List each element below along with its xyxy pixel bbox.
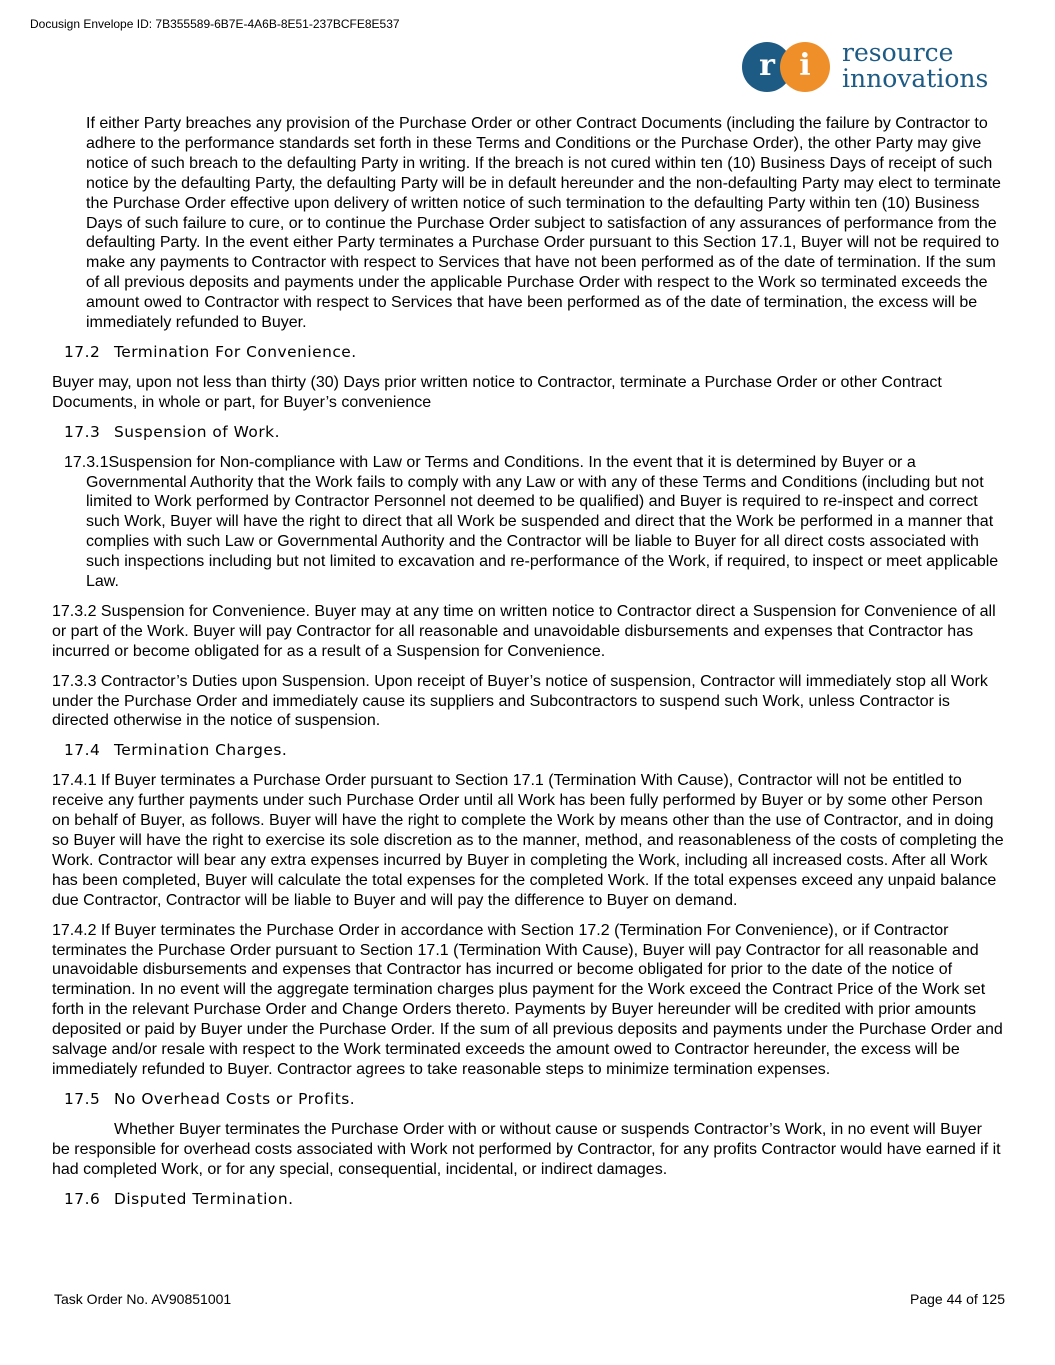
heading-17-3: [64, 423, 1004, 443]
paragraph-17-4-2: 17.4.2 If Buyer terminates the Purchase Order in accordance with Section 17.2 (Termination For Convenience), or if Contractor terminates the Purchase Order pursuant to Section 17.1 (Termination With Cause), Buyer will pay Contractor for all reasonable and unavoidable disbursements and expenses that Contractor has incurred or become obligated for prior to the date of the notice of termination. In no event will the aggregate termination charges plus payment for the Work exceed the Contract Price of the Work set forth in the relevant Purchase Order and Change Orders thereto. Payments by Buyer hereunder will be credited with prior amounts deposited or paid by Buyer under the Purchase Order. If the sum of all previous deposits and payments under the Purchase Order and salvage and/or resale with respect to the Work terminated exceeds the amount owed to Contractor hereunder, the excess will be immediately refunded to Buyer. Contractor agrees to take reasonable steps to minimize termination expenses.: [52, 921, 1003, 1078]
heading-number: 17.4: [64, 741, 101, 760]
heading-number: 17.6: [64, 1189, 101, 1208]
heading-title: Suspension of Work.: [114, 422, 280, 441]
paragraph-17-3-2: 17.3.2 Suspension for Convenience. Buyer may at any time on written notice to Contractor direct a Suspension for Convenience of all or part of the Work. Buyer will pay Contractor for all reasonable and unavoidable disbursements and expenses that Contractor has incurred or become obligated for as a result of a Suspension for Convenience.: [52, 602, 996, 660]
heading-title: Termination Charges.: [114, 741, 288, 760]
heading-17-6: [64, 1190, 1004, 1210]
logo-line-1: resource: [842, 38, 954, 67]
resource-innovations-logo: [742, 40, 1012, 96]
heading-17-5: [64, 1090, 1004, 1110]
heading-17-4: [64, 741, 1004, 761]
paragraph-17-1-breach: If either Party breaches any provision of the Purchase Order or other Contract Documents (including the failure by Contractor to adhere to the performance standards set forth in these Terms and Conditions or the Purchase Order), the other Party may give notice of such breach to the defaulting Party in writing. If the breach is not cured within ten (10) Business Days of receipt of such notice by the defaulting Party, the defaulting Party will be in default hereunder and the non-defaulting Party may elect to terminate the Purchase Order effective upon delivery of written notice of such termination to the defaulting Party within ten (10) Business Days of such failure to cure, or to continue the Purchase Order subject to satisfaction of any assurances of performance from the defaulting Party. In the event either Party terminates a Purchase Order pursuant to this Section 17.1, Buyer will not be required to make any payments to Contractor with respect to Services that have not been performed as of the date of termination. If the sum of all previous deposits and payments under the applicable Purchase Order with respect to the Work so terminated exceeds the amount owed to Contractor with respect to Services that have been performed as of the date of termination, the excess will be immediately refunded to Buyer.: [86, 115, 1001, 332]
document-body: [52, 114, 1004, 1219]
heading-17-2: [64, 343, 1004, 363]
heading-title: Disputed Termination.: [114, 1189, 294, 1208]
docusign-envelope-id: Docusign Envelope ID: 7B355589-6B7E-4A6B-8E51-237BCFE8E537: [30, 17, 400, 31]
heading-title: Termination For Convenience.: [114, 342, 357, 361]
logo-letter-i: i: [780, 42, 830, 92]
footer-task-order: Task Order No. AV90851001: [54, 1291, 232, 1307]
heading-number: 17.5: [64, 1089, 101, 1108]
paragraph-17-2: Buyer may, upon not less than thirty (30) Days prior written notice to Contractor, terminate a Purchase Order or other Contract Documents, in whole or part, for Buyer’s convenience: [52, 373, 942, 411]
paragraph-17-5: Whether Buyer terminates the Purchase Order with or without cause or suspends Contractor’s Work, in no event will Buyer be responsible for overhead costs associated with Work not performed by Contractor, for any profits Contractor would have earned if it had completed Work, or for any special, consequential, incidental, or indirect damages.: [52, 1120, 1001, 1178]
heading-number: 17.3: [64, 422, 101, 441]
heading-title: No Overhead Costs or Profits.: [114, 1089, 356, 1108]
heading-number: 17.2: [64, 342, 101, 361]
paragraph-17-3-3: 17.3.3 Contractor’s Duties upon Suspension. Upon receipt of Buyer’s notice of suspension, Contractor will immediately stop all Work under the Purchase Order and immediately cause its suppliers and Subcontractors to suspend such Work, unless Contractor is directed otherwise in the notice of suspension.: [52, 672, 988, 730]
paragraph-17-3-1: 17.3.1Suspension for Non-compliance with Law or Terms and Conditions. In the event that it is determined by Buyer or a Governmental Authority that the Work fails to comply with any Law or with any of these Terms and Conditions (including but not limited to Work performed by Contractor Personnel not deemed to be qualified) and Buyer is required to re-inspect and correct such Work, Buyer will have the right to direct that all Work be suspended and direct that the Work be performed in a manner that complies with such Law or Governmental Authority and the Contractor will be liable to Buyer for all direct costs associated with such inspections including but not limited to excavation and re-performance of the Work, if required, to inspect or meet applicable Law.: [64, 453, 999, 591]
logo-letter-r: r: [742, 42, 792, 92]
footer-page-number: Page 44 of 125: [910, 1291, 1005, 1307]
paragraph-17-4-1: 17.4.1 If Buyer terminates a Purchase Order pursuant to Section 17.1 (Termination With Cause), Contractor will not be entitled to receive any further payments under such Purchase Order until all Work has been fully performed by Buyer or by some other Person on behalf of Buyer, as follows. Buyer will have the right to complete the Work by means other than the use of Contractor, and in doing so Buyer will have the right to exercise its sole discretion as to the manner, method, and reasonableness of the costs of completing the Work. Contractor will bear any extra expenses incurred by Buyer in completing the Work, including all increased costs. After all Work has been completed, Buyer will calculate the total expenses for the completed Work. If the total expenses exceed any unpaid balance due Contractor, Contractor will be liable to Buyer and will pay the difference to Buyer on demand.: [52, 772, 1004, 909]
logo-wordmark: [842, 40, 988, 92]
logo-line-2: innovations: [842, 64, 989, 93]
